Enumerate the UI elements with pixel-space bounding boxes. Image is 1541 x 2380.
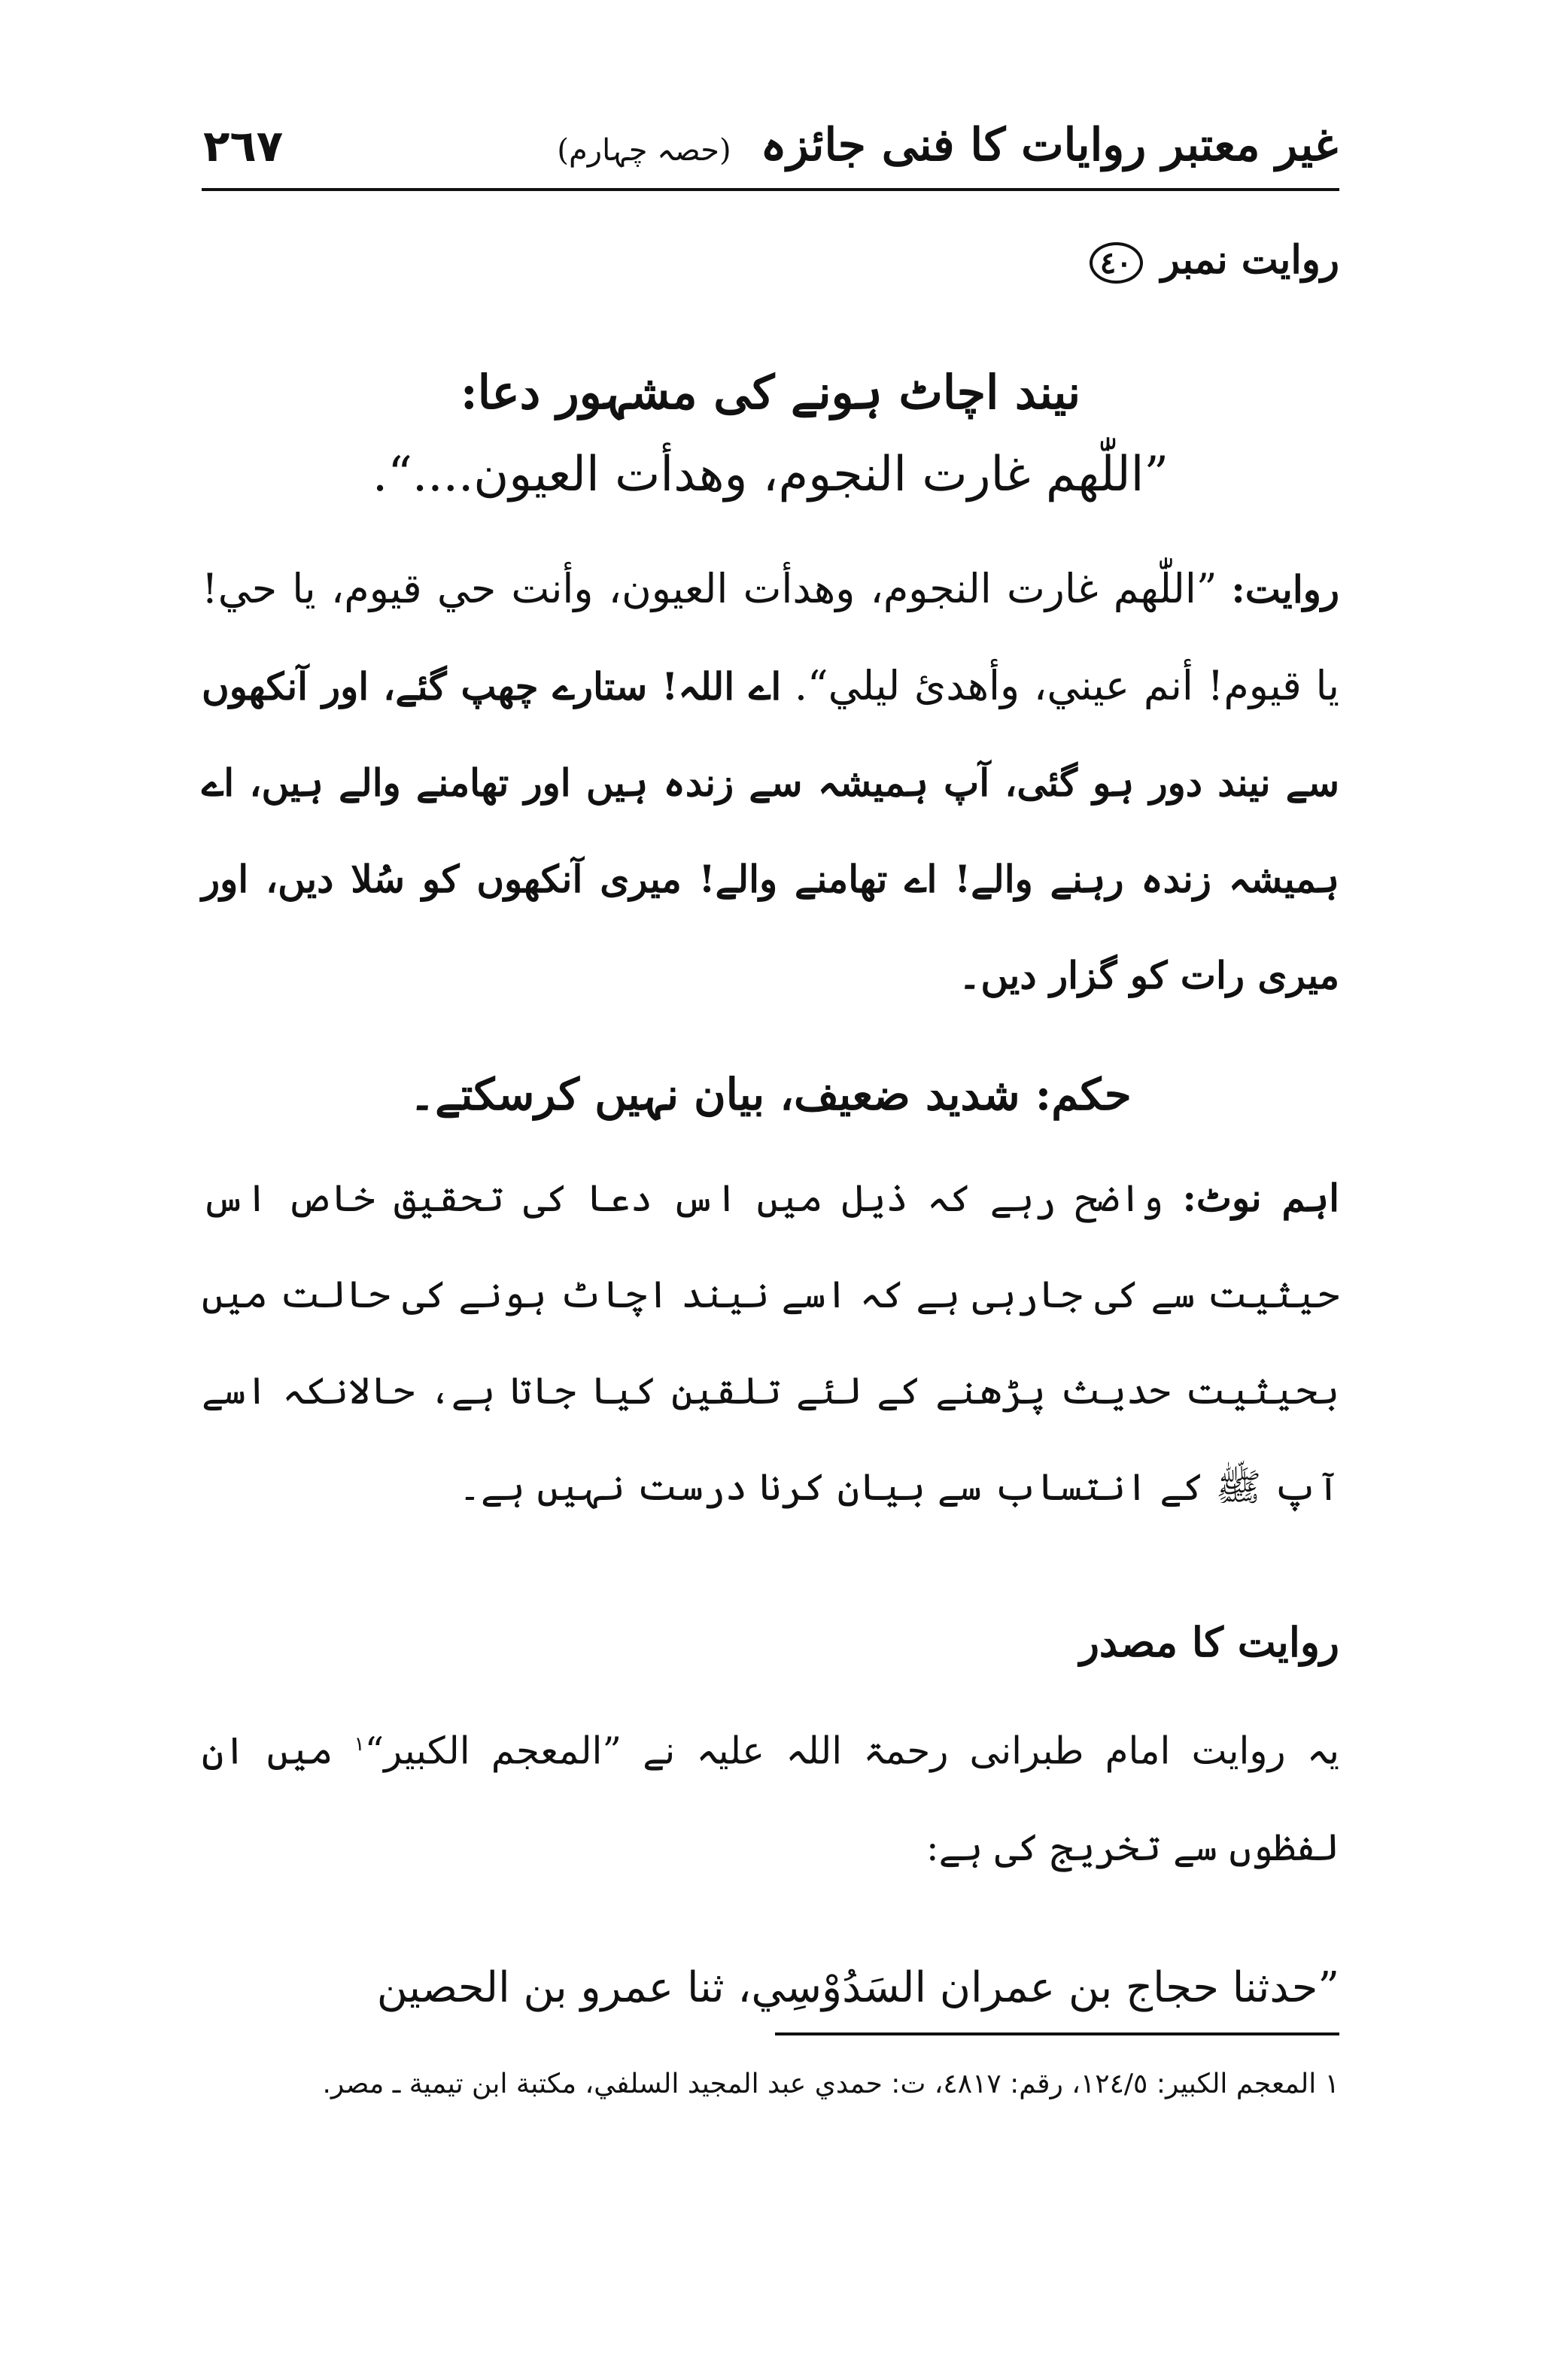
running-head	[557, 119, 1338, 172]
important-note	[202, 1150, 1339, 1535]
book-title: غیر معتبر روایات کا فنی جائزہ	[760, 119, 1338, 172]
riwayat-urdu-translation: اے اللہ! ستارے چھپ گئے، اور آنکھوں سے نیند دور ہو گئی، آپ ہمیشہ سے زندہ ہیں اور تھامنے والے ہیں، اے ہمیشہ زندہ رہنے والے! اے تھامنے والے! میری آنکھوں کو سُلا دیں، اور میری رات کو گزار دیں۔	[202, 663, 1339, 997]
isnad-text: ”حدثنا حجاج بن عمران السَدُوْسِي، ثنا عمرو بن الحصين	[376, 1963, 1339, 2012]
source-section-title: روایت کا مصدر	[1079, 1617, 1339, 1666]
footnote-rule	[775, 2032, 1339, 2035]
source-text-before: یہ روایت امام طبرانی رحمۃ اللہ علیہ نے ”المعجم الکبیر“	[364, 1729, 1339, 1773]
riwayat-number-badge: ٤٠	[1090, 242, 1143, 284]
source-text-after: میں ان لفظوں سے تخریج کی ہے:	[202, 1729, 1339, 1869]
note-label: اہم نوٹ:	[1182, 1175, 1339, 1220]
footnote-reference[interactable]: ۱	[354, 1732, 365, 1756]
dua-heading: نیند اچاٹ ہونے کی مشہور دعا:	[460, 365, 1081, 420]
footnote: ۱ المعجم الكبير: ١٢٤/٥، رقم: ٤٨١٧، ت: حمدي عبد المجيد السلفي، مكتبة ابن تيمية ـ مصر.	[322, 2069, 1339, 2099]
riwayat-number-label	[202, 237, 1339, 284]
note-text: واضح رہے کہ ذیل میں اس دعا کی تحقیق خاص اس حیثیت سے کی جارہی ہے کہ اسے نیند اچاٹ ہونے کی حالت میں بحیثیت حدیث پڑھنے کے لئے تلقین کیا جاتا ہے، حالانکہ اسے آپ ﷺ کے انتساب سے بیان کرنا درست نہیں ہے۔	[202, 1176, 1339, 1509]
riwayat-text-label: روایت:	[1231, 566, 1339, 612]
page-number: ٢٦٧	[203, 120, 284, 172]
part-label: (حصہ چہارم)	[557, 133, 731, 168]
riwayat-paragraph	[202, 541, 1339, 1024]
dua-heading-arabic: ”اللّٰهم غارت النجوم، وهدأت العيون....“.	[372, 446, 1169, 502]
source-paragraph	[202, 1696, 1339, 1896]
header-rule	[202, 188, 1339, 191]
hukm-verdict: حکم: شدید ضعیف، بیان نہیں کرسکتے۔	[409, 1068, 1132, 1120]
riwayat-arabic-text: ”اللّٰهم غارت النجوم، وهدأت العيون، وأنت حي قيوم، يا حي! يا قيوم! أنم عيني، وأهدئ ليلي“.	[202, 564, 1339, 709]
riwayat-label-text: روایت نمبر	[1160, 237, 1339, 283]
page-body	[202, 218, 1339, 2012]
